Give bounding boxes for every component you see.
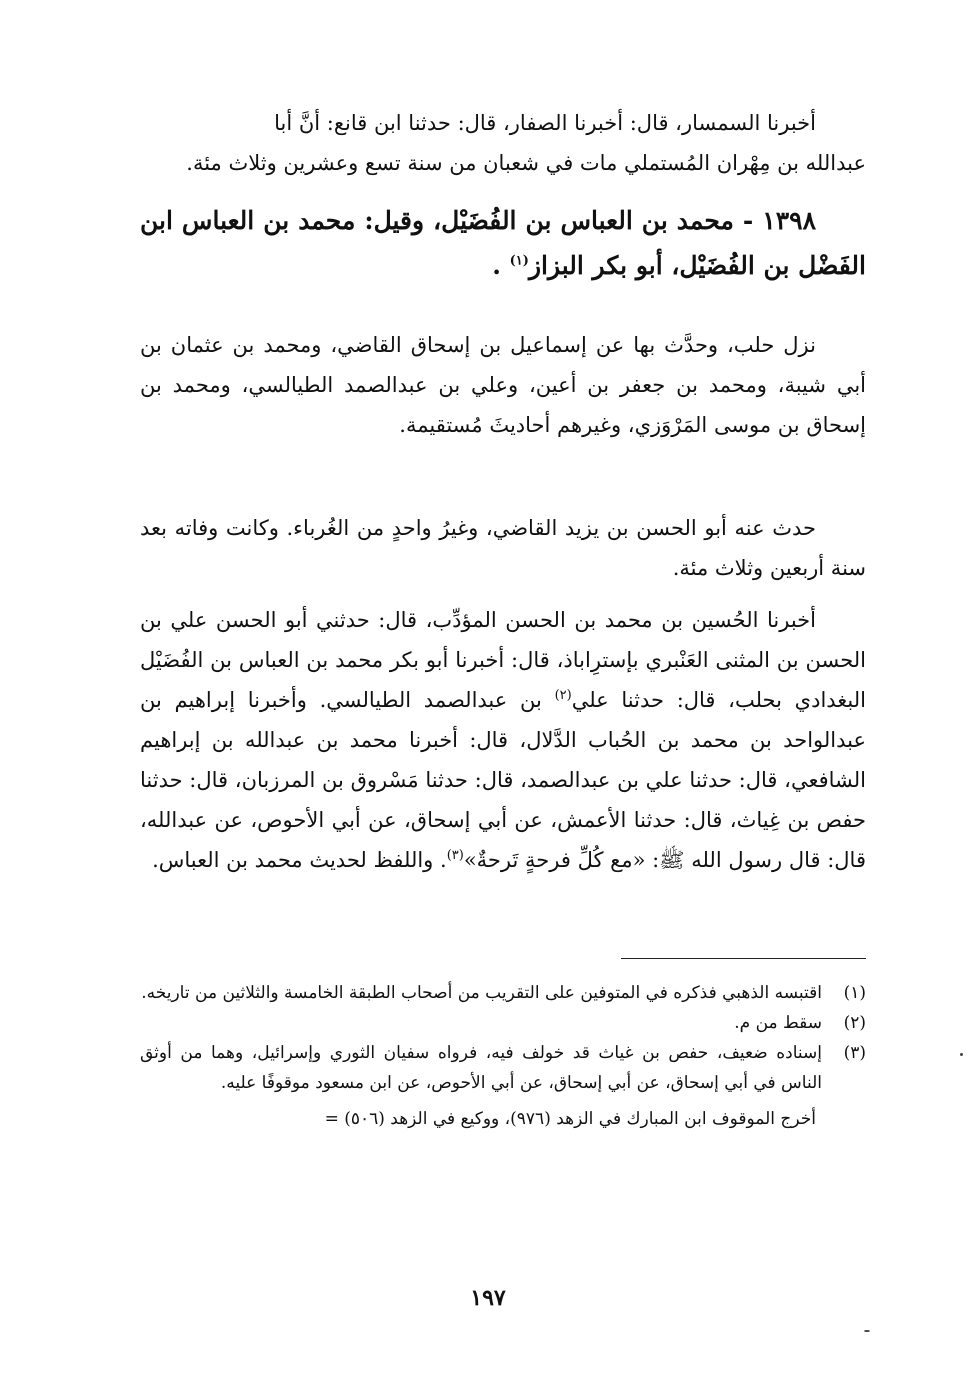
footnote-3-text: إسناده ضعيف، حفص بن غياث قد خولف فيه، فرواه سفيان الثوري وإسرائيل، وهما من أوثق الناس في أبي إسحاق، عن أبي إسحاق، عن أبي الأحوص، عن ابن مسعود موقوفًا عليه. (140, 1043, 822, 1093)
entry-heading-end: . (492, 251, 510, 280)
scan-speck (960, 1053, 963, 1056)
opening-line-2: عبدالله بن مِهْران المُستملي مات في شعبان من سنة تسع وعشرين وثلاث مئة. (186, 151, 866, 175)
footnote-divider (621, 958, 866, 959)
footnote-3-number: (٣) (843, 1043, 866, 1063)
hadith-text-part-3: . واللفظ لحديث محمد بن العباس. (152, 848, 447, 872)
footnote-1 (140, 978, 866, 1008)
entry-heading-text: ١٣٩٨ - محمد بن العباس بن الفُضَيْل، وقيل: محمد بن العباس ابن الفَضْل بن الفُضَيْل، أبو بكر البزاز (140, 206, 866, 280)
footnote-3 (140, 1038, 866, 1098)
page-number: ١٩٧ (470, 1285, 506, 1311)
footnote-2 (140, 1008, 866, 1038)
footnote-ref-1: (١) (509, 253, 529, 269)
footnotes-section (140, 978, 866, 1134)
footnote-ref-3: (٣) (446, 848, 464, 863)
opening-paragraph (140, 103, 866, 183)
hadith-text-part-2: بن عبدالصمد الطيالسي. وأخبرنا إبراهيم بن عبدالواحد بن محمد بن الحُباب الدَّلال، قال: أخبرنا محمد بن عبدالله بن إبراهيم الشافعي، قال: حدثنا علي بن عبدالصمد، قال: حدثنا مَسْروق بن المرزبان، قال: حدثنا حفص بن غِياث، قال: حدثنا الأعمش، عن أبي إسحاق، عن أبي الأحوص، عن عبدالله، قال: قال رسول الله ﷺ: «مع كُلِّ فرحةٍ تَرحةٌ» (140, 688, 866, 872)
students-paragraph: حدث عنه أبو الحسن بن يزيد القاضي، وغيرُ واحدٍ من الغُرباء. وكانت وفاته بعد سنة أربعين وثلاث مئة. (140, 516, 866, 580)
footnote-continuation: أخرج الموقوف ابن المبارك في الزهد (٩٧٦)، ووكيع في الزهد (٥٠٦) = (324, 1109, 816, 1129)
entry-heading (140, 198, 866, 288)
hadith-paragraph (140, 600, 866, 880)
scan-speck (864, 1330, 870, 1332)
footnote-1-text: اقتبسه الذهبي فذكره في المتوفين على التقريب من أصحاب الطبقة الخامسة والثلاثين من تاريخه. (141, 983, 822, 1003)
opening-line-1: أخبرنا السمسار، قال: أخبرنا الصفار، قال: حدثنا ابن قانع: أنَّ أبا (274, 111, 816, 135)
footnote-1-number: (١) (843, 983, 866, 1003)
footnote-ref-2: (٢) (554, 688, 572, 703)
hadith-text-part-1: أخبرنا الحُسين بن محمد بن الحسن المؤدِّب، قال: حدثني أبو الحسن علي بن الحسن بن المثنى العَنْبري بإسترِاباذ، قال: أخبرنا أبو بكر محمد بن العباس بن الفُضَيْل البغدادي بحلب، قال: حدثنا علي (140, 608, 866, 712)
bio-paragraph: نزل حلب، وحدَّث بها عن إسماعيل بن إسحاق القاضي، ومحمد بن عثمان بن أبي شيبة، ومحمد بن جعفر بن أعين، وعلي بن عبدالصمد الطيالسي، ومحمد بن إسحاق بن موسى المَرْوَزي، وغيرهم أحاديثَ مُستقيمة. (140, 333, 866, 437)
footnote-2-number: (٢) (843, 1013, 866, 1033)
footnote-2-text: سقط من م. (734, 1013, 822, 1033)
